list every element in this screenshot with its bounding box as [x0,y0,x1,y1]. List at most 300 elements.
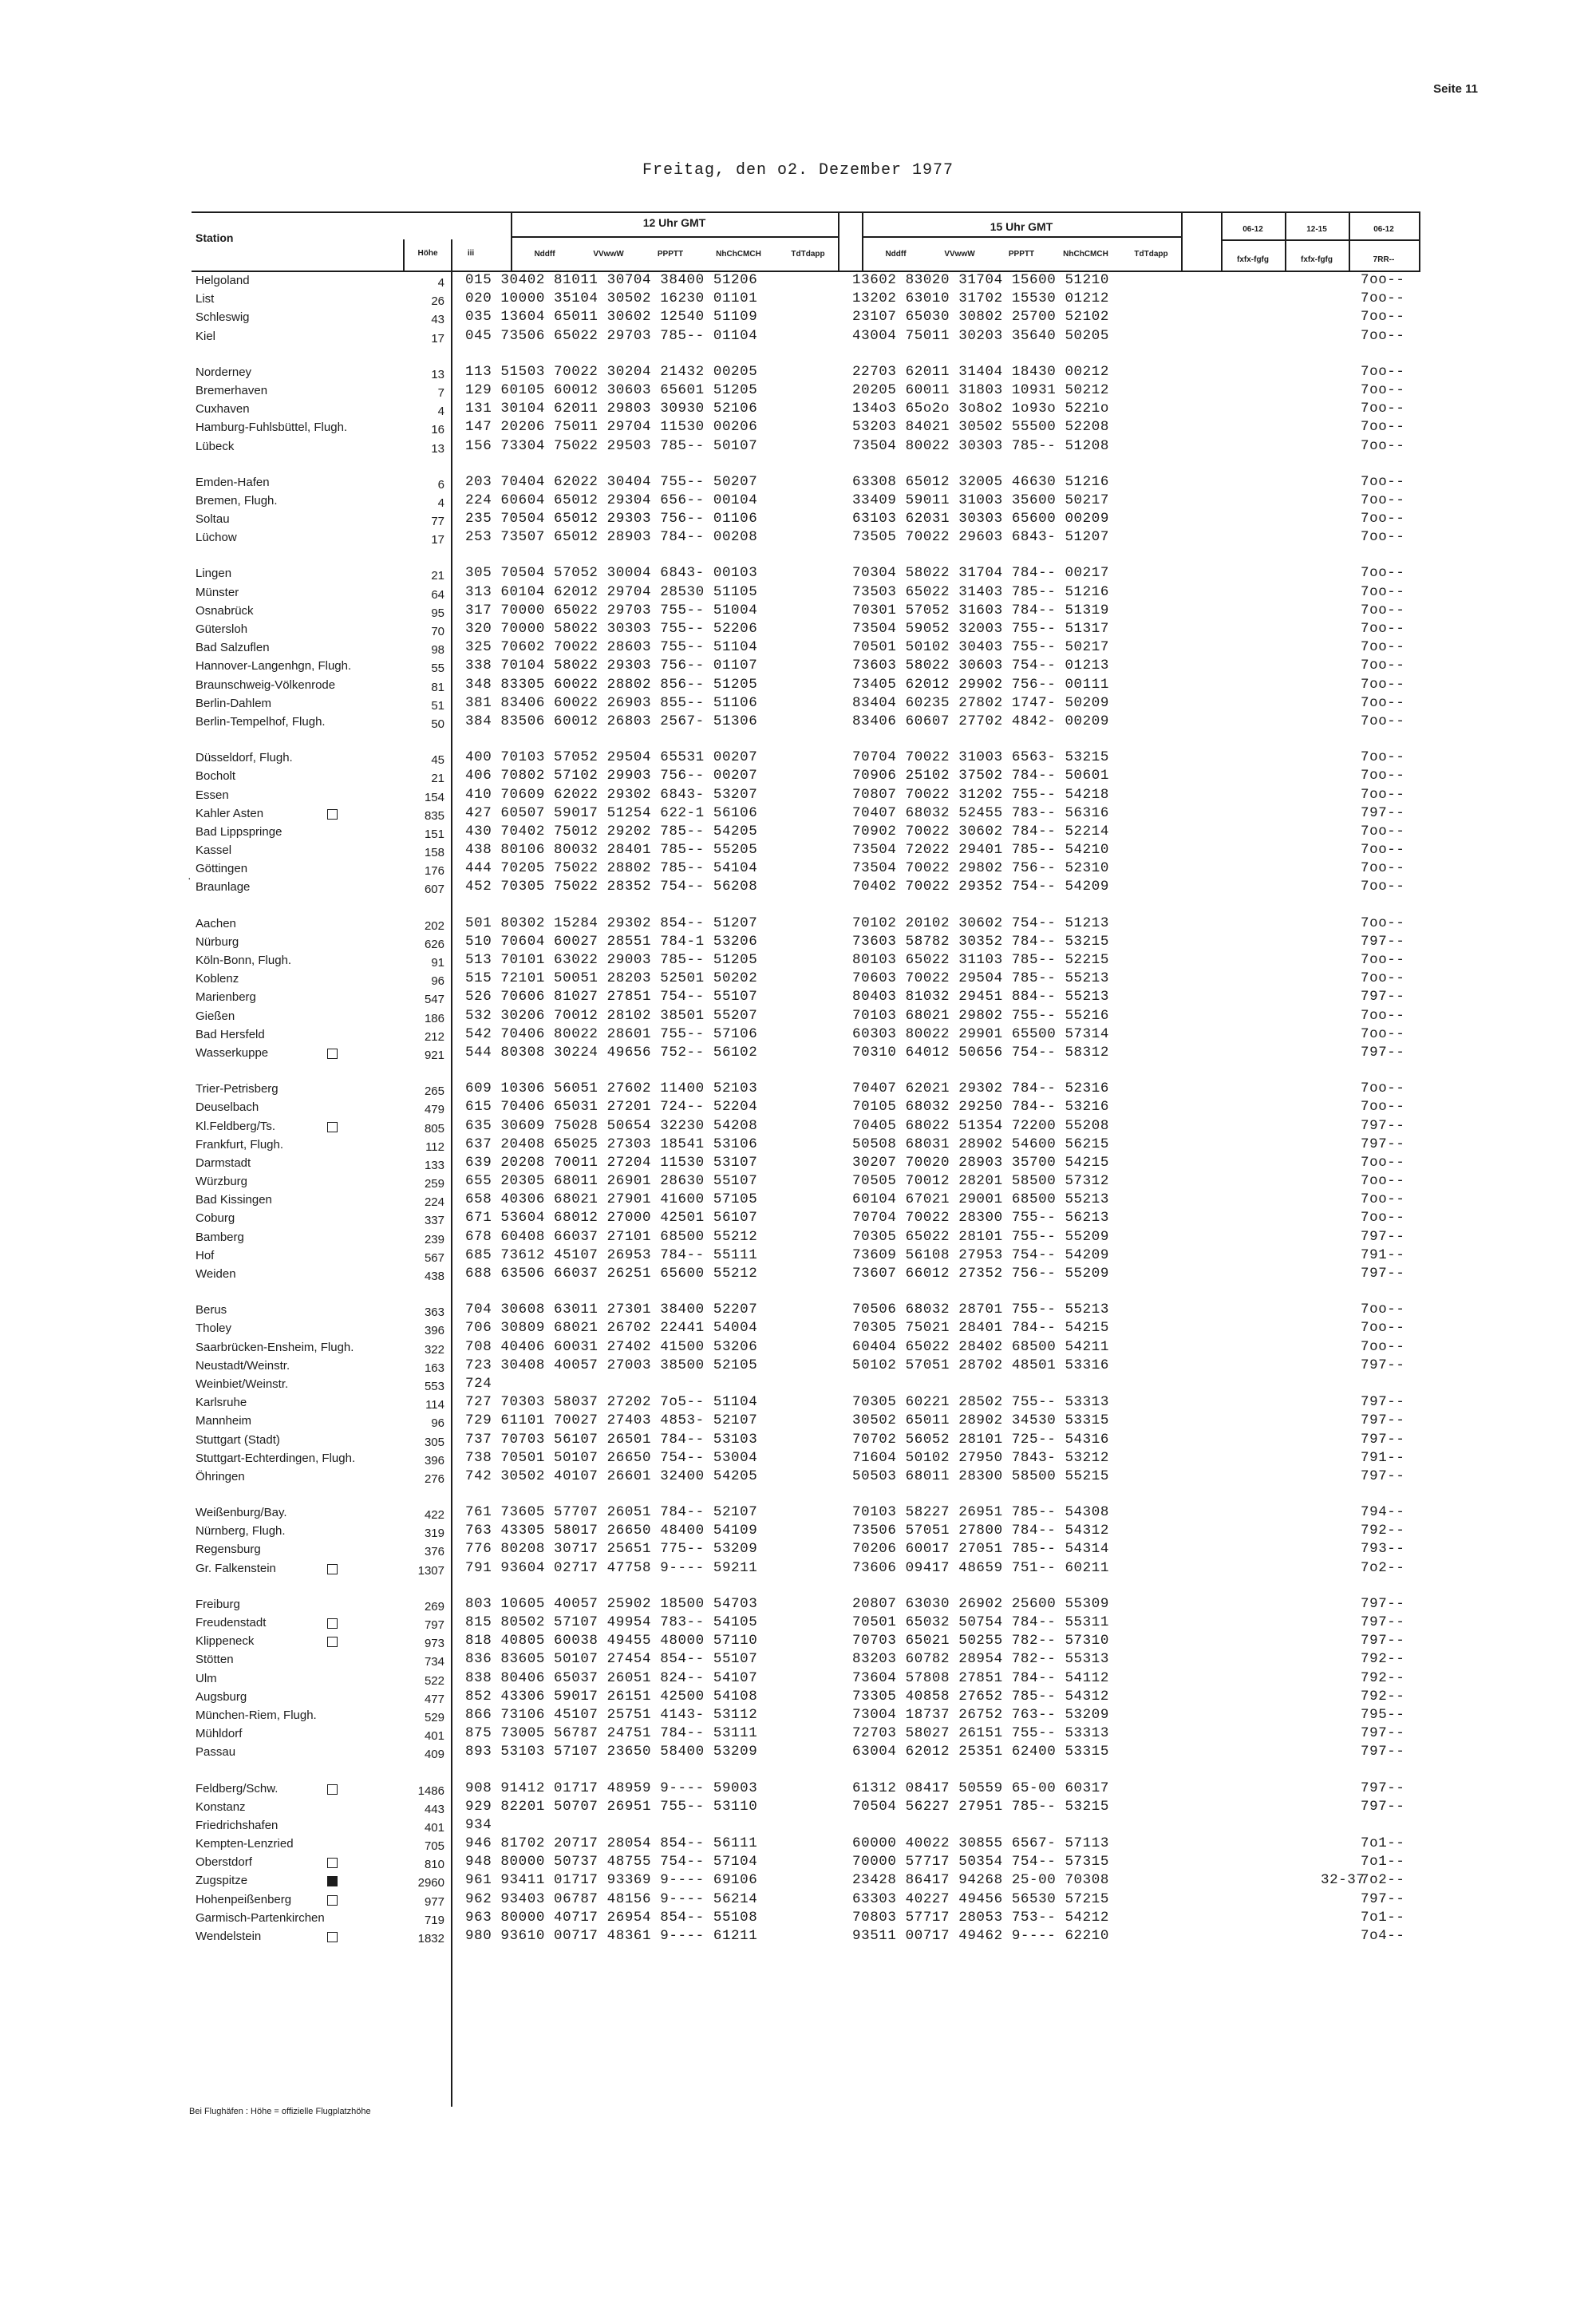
obs-12-utc: 963 80000 40717 26954 854-- 55108 [465,1909,758,1926]
obs-15-utc: 33409 59011 31003 35600 50217 [852,492,1109,508]
obs-12-utc: 838 80406 65037 26051 824-- 54107 [465,1669,758,1686]
station-name: Deuselbach [196,1100,259,1115]
obs-12-utc: 742 30502 40107 26601 32400 54205 [465,1468,758,1484]
obs-15-utc: 53203 84021 30502 55500 52208 [852,419,1109,436]
obs-15-utc: 73504 70022 29802 756-- 52310 [852,860,1109,877]
obs-15-utc: 80403 81032 29451 884-- 55213 [852,989,1109,1005]
obs-12-utc: 671 53604 68012 27000 42501 56107 [465,1210,758,1227]
obs-12-utc: 348 83305 60022 28802 856-- 51205 [465,676,758,693]
obs-precip-group: 7oo-- [1361,419,1405,436]
obs-15-utc: 70000 57717 50354 754-- 57315 [852,1854,1109,1870]
station-height: 396 [424,1324,444,1338]
station-height: 269 [424,1599,444,1614]
obs-precip-group: 7oo-- [1361,786,1405,803]
obs-precip-group: 7o1-- [1361,1835,1405,1852]
obs-12-utc: 542 70406 80022 28601 755-- 57106 [465,1025,758,1042]
obs-12-utc: 131 30104 62011 29803 30930 52106 [465,401,758,417]
obs-15-utc: 70803 57717 28053 753-- 54212 [852,1909,1109,1926]
obs-precip-group: 795-- [1361,1706,1405,1723]
station-row [0,564,1596,583]
obs-precip-group: 791-- [1361,1449,1405,1466]
station-row [0,327,1596,346]
station-name: Berlin-Tempelhof, Flugh. [196,714,326,729]
station-name: Gr. Falkenstein [196,1561,276,1575]
station-row [0,400,1596,418]
header-15-ppptt: PPPTT [1008,250,1035,259]
station-height: 151 [424,827,444,841]
obs-12-utc: 045 73506 65022 29703 785-- 01104 [465,327,758,344]
station-name: Konstanz [196,1799,246,1814]
station-name: Bad Hersfeld [196,1027,265,1041]
station-row [0,1431,1596,1449]
station-name: Braunschweig-Völkenrode [196,677,336,692]
obs-15-utc: 20807 63030 26902 25600 55309 [852,1595,1109,1612]
station-name: Oberstdorf [196,1855,252,1870]
station-name: Essen [196,788,229,802]
header-iii: iii [467,249,475,258]
station-row [0,1816,1596,1835]
station-name: Hof [196,1248,215,1262]
obs-12-utc: 639 20208 70011 27204 11530 53107 [465,1154,758,1171]
obs-12-utc: 724 [465,1375,492,1392]
obs-precip-group: 7oo-- [1361,915,1405,931]
obs-15-utc: 20205 60011 31803 10931 50212 [852,381,1109,398]
obs-precip-group: 7oo-- [1361,823,1405,839]
obs-precip-group: 7oo-- [1361,879,1405,895]
obs-12-utc: 980 93610 00717 48361 9---- 61211 [465,1928,758,1944]
station-height: 835 [424,808,444,823]
station-name: Köln-Bonn, Flugh. [196,954,292,967]
station-name: Gießen [196,1009,235,1023]
station-height: 17 [431,331,444,346]
obs-precip-group: 7oo-- [1361,749,1405,766]
station-name: Lingen [196,567,232,581]
station-height: 212 [424,1029,444,1044]
station-height: 114 [425,1398,444,1412]
station-height: 265 [424,1084,444,1099]
station-name: Zugspitze [196,1874,248,1888]
station-name: Helgoland [196,274,250,287]
obs-15-utc: 73603 58022 30603 754-- 01213 [852,658,1109,674]
station-row [0,602,1596,620]
station-name: Weiden [196,1267,236,1281]
station-height: 91 [431,956,444,970]
station-height: 21 [431,569,444,583]
obs-precip-group: 7oo-- [1361,1007,1405,1024]
obs-15-utc: 134o3 65o2o 3o8o2 1o93o 5221o [852,401,1109,417]
obs-12-utc: 946 81702 20717 28054 854-- 56111 [465,1835,758,1852]
station-name: Berlin-Dahlem [196,696,272,710]
station-height: 921 [424,1048,444,1062]
obs-precip-group: 7oo-- [1361,492,1405,508]
obs-precip-group: 7oo-- [1361,511,1405,527]
station-height: 81 [431,680,444,694]
station-name: Bremerhaven [196,383,268,397]
header-15-tdtdapp: TdTdapp [1134,250,1168,259]
obs-precip-group: 7oo-- [1361,676,1405,693]
station-row [0,271,1596,290]
obs-15-utc: 70305 75021 28401 784-- 54215 [852,1320,1109,1337]
station-name: Osnabrück [196,603,254,618]
obs-12-utc: 678 60408 66037 27101 68500 55212 [465,1228,758,1245]
station-name: Hohenpeißenberg [196,1892,292,1906]
obs-precip-group: 7oo-- [1361,1338,1405,1355]
obs-15-utc: 63308 65012 32005 46630 51216 [852,473,1109,490]
obs-12-utc: 791 93604 02717 47758 9---- 59211 [465,1559,758,1576]
station-name: Öhringen [196,1469,245,1483]
obs-12-utc: 253 73507 65012 28903 784-- 00208 [465,529,758,546]
station-height: 337 [424,1214,444,1228]
station-name: Bad Salzuflen [196,641,270,655]
station-row [0,970,1596,988]
header-ext-06-12b: 06-12 [1373,225,1394,234]
station-name: Hannover-Langenhgn, Flugh. [196,659,352,674]
obs-precip-group: 797-- [1361,989,1405,1005]
station-name: Wasserkuppe [196,1045,269,1060]
station-name: Schleswig [196,310,250,325]
station-row [0,804,1596,823]
header-ext-sub-2: fxfx-fgfg [1301,255,1333,264]
header-divider-end15 [1181,211,1183,271]
obs-15-utc: 22703 62011 31404 18430 00212 [852,363,1109,380]
obs-precip-group: 793-- [1361,1541,1405,1558]
station-name: Gütersloh [196,622,248,636]
station-group [0,1301,1596,1486]
square-icon [327,1895,338,1906]
station-name: Saarbrücken-Ensheim, Flugh. [196,1340,354,1354]
station-height: 17 [431,533,444,547]
header-ext-sub-1: fxfx-fgfg [1237,255,1269,264]
station-name: List [196,292,215,306]
obs-12-utc: 836 83605 50107 27454 854-- 55107 [465,1651,758,1668]
obs-precip-group: 797-- [1361,804,1405,821]
obs-15-utc: 60104 67021 29001 68500 55213 [852,1191,1109,1208]
obs-12-utc: 338 70104 58022 29303 756-- 01107 [465,658,758,674]
obs-12-utc: 609 10306 56051 27602 11400 52103 [465,1080,758,1097]
obs-precip-group: 7oo-- [1361,1154,1405,1171]
station-height: 16 [431,423,444,437]
obs-12-utc: 818 40805 60038 49455 48000 57110 [465,1633,758,1649]
header-ext-12-15: 12-15 [1306,225,1327,234]
obs-precip-group: 797-- [1361,1890,1405,1907]
obs-12-utc: 156 73304 75022 29503 785-- 50107 [465,437,758,454]
station-height: 43 [431,313,444,327]
station-height: 977 [424,1894,444,1909]
obs-15-utc: 83404 60235 27802 1747- 50209 [852,694,1109,711]
square-icon [327,1564,338,1574]
obs-12-utc: 655 20305 68011 26901 28630 55107 [465,1173,758,1190]
station-height: 13 [431,367,444,381]
station-name: Weinbiet/Weinstr. [196,1377,289,1391]
station-row [0,1835,1596,1853]
station-name: Stuttgart (Stadt) [196,1432,280,1447]
obs-12-utc: 532 30206 70012 28102 38501 55207 [465,1007,758,1024]
station-height: 276 [424,1472,444,1486]
station-name: Aachen [196,916,236,930]
obs-15-utc: 70206 60017 27051 785-- 54314 [852,1541,1109,1558]
station-group [0,1503,1596,1578]
obs-precip-group: 7oo-- [1361,290,1405,307]
obs-15-utc: 70407 68032 52455 783-- 56316 [852,804,1109,821]
station-row [0,1706,1596,1724]
station-row [0,638,1596,657]
obs-15-utc: 50102 57051 28702 48501 53316 [852,1357,1109,1373]
obs-12-utc: 738 70501 50107 26650 754-- 53004 [465,1449,758,1466]
station-row [0,1743,1596,1761]
obs-precip-group: 7oo-- [1361,473,1405,490]
station-row [0,620,1596,638]
obs-12-utc: 929 82201 50707 26951 755-- 53110 [465,1798,758,1815]
obs-precip-group: 797-- [1361,1744,1405,1760]
station-height: 705 [424,1839,444,1854]
obs-precip-group: 7oo-- [1361,565,1405,582]
obs-precip-group: 7oo-- [1361,639,1405,656]
obs-15-utc: 70504 56227 27951 785-- 53215 [852,1798,1109,1815]
station-name: Kiel [196,329,216,343]
obs-precip-group: 7oo-- [1361,272,1405,288]
station-row [0,823,1596,841]
obs-12-utc: 305 70504 57052 30004 6843- 00103 [465,565,758,582]
station-row [0,1871,1596,1890]
obs-15-utc: 61312 08417 50559 65-00 60317 [852,1780,1109,1796]
station-row [0,1669,1596,1688]
station-name: Bad Kissingen [196,1193,272,1207]
station-height: 51 [431,698,444,713]
obs-precip-group: 7o2-- [1361,1559,1405,1576]
station-row [0,1338,1596,1357]
obs-15-utc: 73505 70022 29603 6843- 51207 [852,529,1109,546]
station-row [0,290,1596,308]
obs-precip-group: 7o4-- [1361,1928,1405,1944]
square-icon [327,809,338,820]
obs-15-utc: 73604 57808 27851 784-- 54112 [852,1669,1109,1686]
station-name: Lübeck [196,439,235,453]
station-height: 547 [424,993,444,1007]
obs-15-utc: 70704 70022 28300 755-- 56213 [852,1210,1109,1227]
station-height: 1832 [417,1932,444,1946]
obs-15-utc: 70506 68032 28701 755-- 55213 [852,1302,1109,1318]
station-row [0,1724,1596,1743]
obs-precip-group: 7oo-- [1361,1320,1405,1337]
obs-12-utc: 658 40306 68021 27901 41600 57105 [465,1191,758,1208]
obs-12-utc: 708 40406 60031 27402 41500 53206 [465,1338,758,1355]
obs-12-utc: 400 70103 57052 29504 65531 00207 [465,749,758,766]
obs-precip-group: 7oo-- [1361,1302,1405,1318]
obs-precip-group: 7oo-- [1361,401,1405,417]
station-height: 305 [424,1435,444,1449]
station-height: 529 [424,1710,444,1724]
margin-mark: · [188,871,192,884]
square-icon [327,1932,338,1942]
obs-precip-group: 797-- [1361,1614,1405,1630]
station-group [0,271,1596,346]
station-height: 477 [424,1692,444,1706]
station-name: Frankfurt, Flugh. [196,1137,284,1152]
obs-precip-group: 7oo-- [1361,658,1405,674]
obs-precip-group: 797-- [1361,1357,1405,1373]
obs-precip-group: 7oo-- [1361,768,1405,784]
obs-15-utc: 70405 68022 51354 72200 55208 [852,1117,1109,1134]
station-height: 719 [424,1913,444,1927]
station-name: Karlsruhe [196,1396,247,1410]
obs-precip-group: 791-- [1361,1246,1405,1263]
station-row [0,1044,1596,1062]
station-group [0,915,1596,1063]
station-height: 77 [431,515,444,529]
station-name: Passau [196,1745,236,1760]
obs-12-utc: 526 70606 81027 27851 754-- 55107 [465,989,758,1005]
obs-15-utc: 71604 50102 27950 7843- 53212 [852,1449,1109,1466]
obs-precip-group: 7oo-- [1361,363,1405,380]
obs-12-utc: 763 43305 58017 26650 48400 54109 [465,1523,758,1539]
obs-15-utc: 30207 70020 28903 35700 54215 [852,1154,1109,1171]
station-group [0,1595,1596,1762]
station-name: Kempten-Lenzried [196,1837,294,1851]
station-row [0,786,1596,804]
station-height: 2960 [417,1876,444,1890]
obs-12-utc: 513 70101 63022 29003 785-- 51205 [465,952,758,968]
station-row [0,1246,1596,1265]
obs-12-utc: 727 70303 58037 27202 7o5-- 51104 [465,1394,758,1411]
header-rule-top [192,211,1420,213]
obs-12-utc: 313 60104 62012 29704 28530 51105 [465,583,758,600]
station-height: 443 [424,1802,444,1816]
station-name: Freudenstadt [196,1616,267,1630]
obs-precip-group: 7o1-- [1361,1909,1405,1926]
station-height: 522 [424,1673,444,1688]
station-name: Bremen, Flugh. [196,493,278,508]
obs-12-utc: 224 60604 65012 29304 656-- 00104 [465,492,758,508]
obs-12-utc: 444 70205 75022 28802 785-- 54104 [465,860,758,877]
station-height: 50 [431,717,444,731]
station-name: Marienberg [196,990,256,1005]
header-divider-right [1419,211,1420,271]
station-height: 567 [424,1250,444,1265]
obs-precip-group: 797-- [1361,1798,1405,1815]
obs-15-utc: 70703 65021 50255 782-- 57310 [852,1633,1109,1649]
station-row [0,1927,1596,1946]
obs-15-utc: 60000 40022 30855 6567- 57113 [852,1835,1109,1852]
station-row [0,694,1596,713]
station-row [0,1522,1596,1540]
obs-12-utc: 852 43306 59017 26151 42500 54108 [465,1688,758,1705]
station-row [0,492,1596,510]
obs-precip-group: 797-- [1361,1044,1405,1061]
obs-15-utc: 70807 70022 31202 755-- 54218 [852,786,1109,803]
obs-15-utc: 73609 56108 27953 754-- 54209 [852,1246,1109,1263]
square-icon [327,1618,338,1629]
obs-12-utc: 706 30809 68021 26702 22441 54004 [465,1320,758,1337]
station-height: 224 [424,1195,444,1210]
obs-15-utc: 72703 58027 26151 755-- 53313 [852,1725,1109,1742]
obs-15-utc: 63103 62031 30303 65600 00209 [852,511,1109,527]
header-15-nhchcmch: NhChCMCH [1063,250,1108,259]
obs-15-utc: 70304 58022 31704 784-- 00217 [852,565,1109,582]
station-name: Kassel [196,843,232,858]
station-row [0,988,1596,1006]
obs-15-utc: 50503 68011 28300 58500 55215 [852,1468,1109,1484]
station-height: 4 [437,276,444,290]
block15-rule [862,236,1181,238]
station-name: Kl.Feldberg/Ts. [196,1119,276,1133]
station-group [0,1780,1596,1946]
station-row [0,1540,1596,1558]
obs-15-utc: 43004 75011 30203 35640 50205 [852,327,1109,344]
obs-12-utc: 515 72101 50051 28203 52501 50202 [465,970,758,987]
obs-precip-group: 7oo-- [1361,1099,1405,1116]
obs-12-utc: 729 61101 70027 27403 4853- 52107 [465,1412,758,1429]
obs-precip-group: 797-- [1361,1136,1405,1152]
obs-precip-group: 7oo-- [1361,842,1405,859]
obs-15-utc: 73305 40858 27652 785-- 54312 [852,1688,1109,1705]
station-row [0,1780,1596,1798]
station-height: 186 [424,1011,444,1025]
station-height: 6 [437,477,444,492]
header-ext-06-12: 06-12 [1242,225,1263,234]
obs-15-utc: 83406 60607 27702 4842- 00209 [852,713,1109,729]
station-name: Regensburg [196,1543,261,1557]
obs-12-utc: 544 80308 30224 49656 752-- 56102 [465,1044,758,1061]
obs-15-utc: 80103 65022 31103 785-- 52215 [852,952,1109,968]
obs-precip-group: 797-- [1361,1228,1405,1245]
obs-12-utc: 235 70504 65012 29303 756-- 01106 [465,511,758,527]
station-row [0,1503,1596,1522]
obs-15-utc: 60404 65022 28402 68500 54211 [852,1338,1109,1355]
header-15-uhr-gmt: 15 Uhr GMT [990,220,1053,233]
obs-precip-group: 797-- [1361,1117,1405,1134]
obs-15-utc: 50508 68031 28902 54600 56215 [852,1136,1109,1152]
station-height: 96 [431,974,444,989]
obs-precip-group: 7oo-- [1361,583,1405,600]
station-row [0,1357,1596,1375]
station-name: Mühldorf [196,1727,243,1741]
station-height: 112 [425,1140,444,1154]
obs-15-utc: 70505 70012 28201 58500 57312 [852,1173,1109,1190]
station-row [0,1449,1596,1468]
obs-12-utc: 723 30408 40057 27003 38500 52105 [465,1357,758,1373]
footnote: Bei Flughäfen : Höhe = offizielle Flugplatzhöhe [189,2107,371,2116]
station-row [0,841,1596,859]
header-15-vvwww: VVwwW [944,250,975,259]
station-row [0,1098,1596,1116]
station-row [0,418,1596,437]
station-row [0,473,1596,492]
obs-15-utc: 73503 65022 31403 785-- 51216 [852,583,1109,600]
station-row [0,381,1596,400]
station-name: Darmstadt [196,1155,251,1170]
station-name: Norderney [196,365,252,379]
station-name: Neustadt/Weinstr. [196,1358,290,1373]
obs-15-utc: 73004 18737 26752 763-- 53209 [852,1706,1109,1723]
station-height: 96 [431,1416,444,1431]
station-height: 626 [424,937,444,951]
obs-12-utc: 761 73605 57707 26051 784-- 52107 [465,1504,758,1521]
obs-precip-group: 797-- [1361,1394,1405,1411]
obs-15-utc: 73504 80022 30303 785-- 51208 [852,437,1109,454]
station-row [0,1025,1596,1044]
header-12-uhr-gmt: 12 Uhr GMT [642,216,706,229]
station-row [0,713,1596,731]
station-name: Garmisch-Partenkirchen [196,1910,325,1925]
station-row [0,951,1596,970]
station-name: Hamburg-Fuhlsbüttel, Flugh. [196,421,348,435]
station-height: 797 [424,1618,444,1632]
station-name: Friedrichshafen [196,1818,279,1832]
station-name: Nürburg [196,934,239,949]
obs-precip-group: 7oo-- [1361,713,1405,729]
station-group [0,564,1596,731]
station-row [0,1191,1596,1209]
